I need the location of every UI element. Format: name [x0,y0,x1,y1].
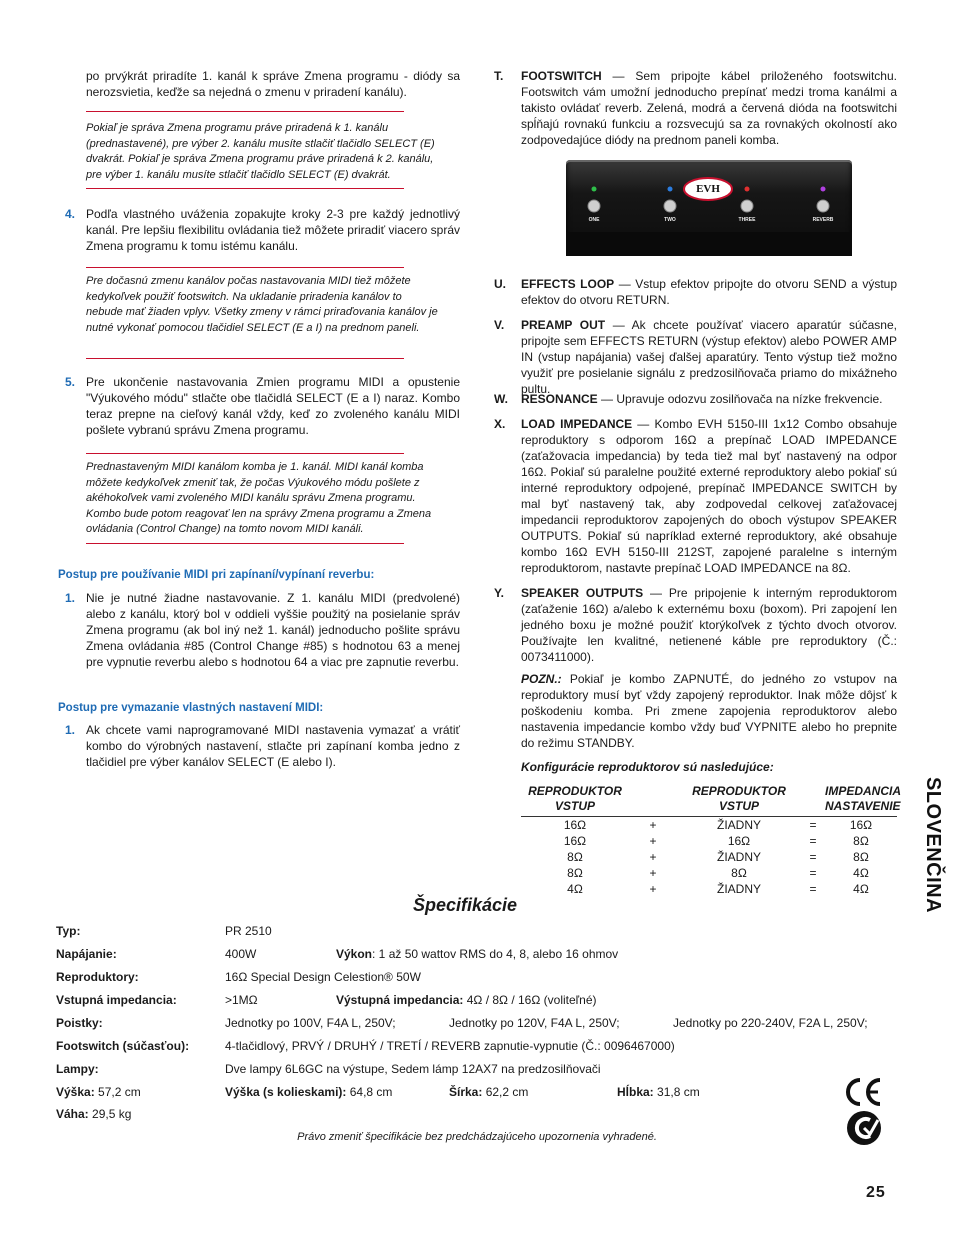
item-u-title: EFFECTS LOOP [521,277,615,291]
item-letter-t: T. [494,69,504,83]
spec-height-label: Výška: [56,1085,95,1099]
spec-type-value: PR 2510 [225,924,272,938]
specs-title: Špecifikácie [413,895,518,915]
spec-weight-value: 29,5 kg [88,1107,132,1121]
step-number-4: 4. [65,207,76,221]
spec-fuses-label: Poistky: [56,1016,103,1030]
speaker-config-heading: Konfigurácie reproduktorov sú nasledujúce: [521,760,774,774]
table-row: 4Ω + ŽIADNY = 4Ω [567,882,869,896]
item-y-title: SPEAKER OUTPUTS [521,586,644,600]
spec-speakers-value: 16Ω Special Design Celestion® 50W [225,970,421,984]
spec-weight-label: Váha: [56,1107,89,1121]
header-impedance-setting: IMPEDANCIA NASTAVENIE [825,784,902,813]
spec-type-label: Typ: [56,924,81,938]
spec-output-impedance-value: 4Ω / 8Ω / 16Ω (voliteľné) [463,993,597,1007]
spec-height-wheels-value: 64,8 cm [346,1085,393,1099]
spec-depth-label: Hĺbka: [617,1085,654,1099]
spec-output-value: : 1 až 50 wattov RMS do 4, 8, alebo 16 ohmov [372,947,619,961]
speaker-table-header [521,784,902,817]
spec-width-value: 62,2 cm [482,1085,529,1099]
table-row: 16Ω + ŽIADNY = 16Ω [563,818,873,832]
language-side-label: SLOVENČINA [922,776,944,914]
item-letter-u: U. [494,277,506,291]
footswitch-knob-three [741,200,753,212]
spec-footswitch-value: 4-tlačidlový, PRVÝ / DRUHÝ / TRETÍ / REVERB zapnutie-vypnutie (Č.: 0096467000) [225,1039,675,1053]
note-channel-select: Pokiaľ je správa Zmena programu práve priradená k 1. kanálu (prednastavené), pre výber 2. kanálu musíte stlačiť tlačidlo SELECT (E) dvakrát. Pokiaľ je správa Zmena programu práve priradená k 2. kanálu, pre výber 1. kanálu musíte stlačiť tlačidlo SELECT (E) dvakrát. [86,122,435,181]
note-divider-bottom-2 [86,358,404,359]
item-x-body: — Kombo EVH 5150-III 1x12 Combo obsahuje reproduktory s odporom 16Ω a prepínač LOAD IMPEDANCE (zaťažovacia impedancia) by teda tiež mal byť nastavený na odpor 16Ω. Pokiaľ sú paralelne použité externé reproduktory alebo pokiaľ sú interné reproduktory odpojené, prepínač IMPEDANCE SWITCH by mal byť nastavený tak, aby zodpovedal celkovej zaťažovacej impedancii reproduktorov zapojených do oboch výstupov SPEAKER OUTPUTS. Pokiaľ sú napríklad externé reproduktory, aké obsahuje kombo 16Ω EVH 5150-III 212ST, zapojené paralelne s interným reproduktorom, nastavte prepínač LOAD IMPEDANCE na 8Ω. [521,417,897,575]
spec-tubes-value: Dve lampy 6L6GC na výstupe, Sedem lámp 12AX7 na predzosilňovači [225,1062,601,1076]
item-y-note [521,671,897,751]
item-w-body: — Upravuje odozvu zosilňovača na nízke frekvencie. [597,392,883,406]
note-divider-bottom-1 [86,188,404,189]
spec-footswitch-label: Footswitch (súčasťou): [56,1039,190,1053]
item-t-footswitch [521,68,897,148]
spec-width-label: Šírka: [449,1085,483,1099]
footswitch-image [566,160,852,256]
note-divider-top-3 [86,453,404,454]
spec-tubes-label: Lampy: [56,1062,99,1076]
item-v-title: PREAMP OUT [521,318,606,332]
footswitch-knob-reverb [817,200,829,212]
step-number-5: 5. [65,375,76,389]
spec-input-impedance-value: >1MΩ [225,993,258,1007]
item-letter-w: W. [494,392,508,406]
item-y-speaker-outputs [521,585,897,665]
footswitch-led-two [668,187,673,192]
item-letter-v: V. [494,318,505,332]
reverb-step-number: 1. [65,591,76,605]
spec-fuses-230v: Jednotky po 220-240V, F2A L, 250V; [673,1016,868,1030]
footswitch-knob-two [664,200,676,212]
spec-input-impedance-label: Vstupná impedancia: [56,993,177,1007]
note-label: POZN.: [521,672,562,686]
language-side-tab [918,776,948,914]
item-y-body: — Pre pripojenie k interným reproduktorom (zaťaženie 16Ω) a/alebo k externému boxu (boxom). Pri zapojení len jedného boxu je možné použiť ktorýkoľvek z týchto dvoch otvorov. Používajte len kvalitné, netienené káble pre reproduktory (Č.: 0073411000). [521,586,898,664]
spec-output-label: Výkon [336,947,373,961]
erase-step-number: 1. [65,723,76,737]
footswitch-drawing [566,160,852,256]
ce-mark-icon [844,1077,884,1107]
item-v-preamp-out [521,317,897,397]
item-w-title: RESONANCE [521,392,598,406]
table-row: 8Ω + ŽIADNY = 8Ω [567,850,869,864]
spec-power-value: 400W [225,947,257,961]
reverb-step-text: Nie je nutné žiadne nastavovanie. Z 1. kanálu MIDI (predvolené) alebo z kanálu, ktorý bol v oddieli vyššie použitý na posielanie správ Zmena programu (ak bol iný než 1. kanál) jednoducho pošlite správu Zmena ovládania #85 (Control Change #85) s hodnotou 63 a menej pre vypnutie reverbu alebo s hodnotou 64 a viac pre zapnutie reverbu. [86,591,460,669]
spec-depth-value: 31,8 cm [653,1085,700,1099]
footswitch-led-one [592,187,597,192]
footswitch-led-reverb [821,187,826,192]
table-row: 8Ω + 8Ω = 4Ω [567,866,869,880]
spec-fuses-100v: Jednotky po 100V, F4A L, 250V; [225,1016,396,1030]
note-midi-channel: Prednastaveným MIDI kanálom komba je 1. kanál. MIDI kanál komba môžete kedykoľvek zmeniť tak, že počas Výukového módu pošlete z akéhokoľvek vami zvoleného MIDI kanálu správu Zmena programu. Kombo bude potom reagovať len na správy Zmena programu a Zmena ovládania (Control Change) na tomto novom MIDI kanáli. [86,461,432,535]
footswitch-label-two: TWO [664,217,676,223]
header-speaker-input-2: REPRODUKTOR VSTUP [692,784,786,813]
note-divider-bottom-3 [86,543,404,544]
item-v-body: — Ak chcete používať viacero aparatúr súčasne, pripojte sem EFFECTS RETURN (výstup efektov) alebo POWER AMP IN (vstup napájania) vašej ďalšej aparatúry. Tento výstup tiež možno využiť pre posielanie signálu z predzosilňovača priamo do mixážneho pultu. [521,318,897,396]
intro-paragraph: po prvýkrát priradíte 1. kanál k správe Zmena programu - diódy sa nerozsvietia, keďže sa nejedná o zmenu v priradení kanálu). [86,69,460,99]
note-body: Pokiaľ je kombo ZAPNUTÉ, do jedného zo vstupov na reproduktory musí byť vždy zapojený reproduktor. Inak môže dôjsť k poškodeniu komba. Pri zmene zapojenia reproduktorov alebo nastavenia impedancie kombo vždy buď VYPNITE alebo ho prepnite do režimu STANDBY. [521,672,897,750]
header-speaker-input-1: REPRODUKTOR VSTUP [528,784,622,813]
spec-fuses-120v: Jednotky po 120V, F4A L, 250V; [449,1016,620,1030]
spec-output-impedance-label: Výstupná impedancia: [336,993,464,1007]
item-t-title: FOOTSWITCH [521,69,602,83]
footswitch-label-three: THREE [738,217,756,223]
item-t-body: — Sem pripojte kábel priloženého footswitchu. Footswitch vám umožní jednoducho prepínať medzi troma kanálmi a takisto ovládať reverb. Zelená, modrá a červená dióda na footswitchi spĺňajú rovnakú funkciu a rozsvecujú sa za rovnakých okolností ako zodpovedajúce diódy na prednom paneli komba. [521,69,897,147]
step-4-text: Podľa vlastného uváženia zopakujte kroky 2-3 pre každý jednotlivý kanál. Pre lepšiu flexibilitu ovládania tiež môžete priradiť viacero správ Zmena programu k tomu istému kanálu. [86,207,460,253]
footswitch-knob-one [588,200,600,212]
speaker-config-table [521,784,902,897]
item-x-load-impedance [521,416,897,576]
spec-speakers-label: Reproduktory: [56,970,139,984]
footswitch-label-one: ONE [588,217,600,223]
footswitch-label-reverb: REVERB [812,217,834,223]
item-letter-y: Y. [494,586,505,600]
page-number: 25 [866,1184,886,1201]
erase-step-text: Ak chcete vami naprogramované MIDI nastavenia vymazať a vrátiť kombo do výrobných nastavení, stlačte pri zapínaní komba jedno z tlačidiel pre výber kanálov SELECT (E alebo I). [86,723,460,769]
spec-height-wheels-label: Výška (s kolieskami): [225,1085,347,1099]
heading-reverb-midi: Postup pre používanie MIDI pri zapínaní/vypínaní reverbu: [58,569,375,581]
spec-height-value: 57,2 cm [94,1085,141,1099]
item-x-title: LOAD IMPEDANCE [521,417,633,431]
note-divider-top-2 [86,267,404,268]
item-u-effects-loop [521,276,897,308]
item-u-body: — Vstup efektov pripojte do otvoru SEND a výstup efektov do otvoru RETURN. [521,277,897,307]
item-letter-x: X. [494,417,506,431]
table-row: 16Ω + 16Ω = 8Ω [563,834,869,848]
item-w-resonance [521,391,897,407]
spec-power-label: Napájanie: [56,947,117,961]
note-footswitch-temp: Pre dočasnú zmenu kanálov počas nastavovania MIDI tiež môžete kedykoľvek použiť footswitch. Na ukladanie priradenia kanálov to nebude mať žiaden vplyv. Všetky zmeny v rámci priraďovania kanálov je nutné vykonať pomocou tlačidiel SELECT (E a I) na prednom paneli. [86,275,438,334]
footswitch-led-three [745,187,750,192]
evh-logo-text: EVH [696,183,720,195]
note-divider-top-1 [86,111,404,112]
step-5-text: Pre ukončenie nastavovania Zmien programu MIDI a opustenie "Výukového módu" stlačte obe tlačidlá SELECT (E a I) naraz. Kombo teraz prepne na cieľový kanál vždy, keď zo zvoleného kanálu MIDI pošlete vybranú správu Zmena programu. [86,375,460,437]
heading-erase-midi: Postup pre vymazanie vlastných nastavení MIDI: [58,702,324,714]
specs-disclaimer: Právo zmeniť špecifikácie bez predchádzajúceho upozornenia vyhradené. [297,1131,657,1143]
